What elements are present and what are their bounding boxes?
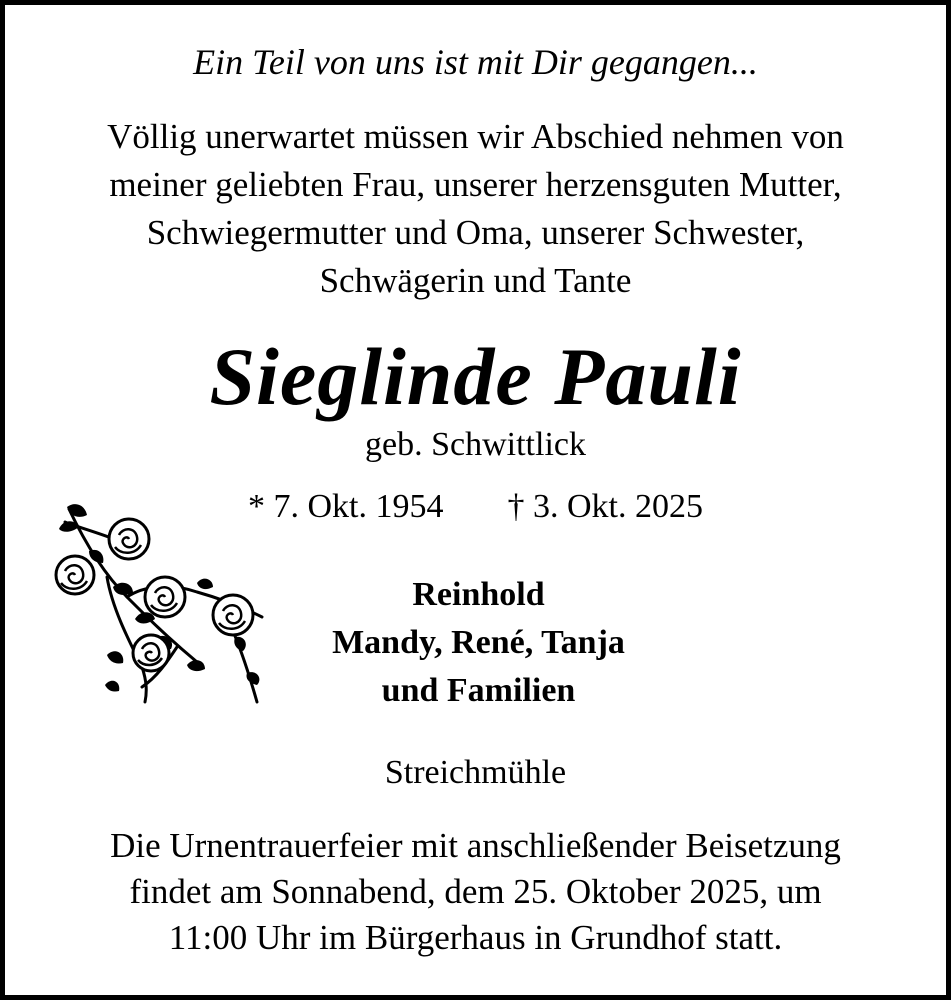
mourners xyxy=(8,571,949,715)
birth-name: geb. Schwittlick xyxy=(365,426,586,463)
mourner-line: und Familien xyxy=(381,672,576,709)
funeral-line: 11:00 Uhr im Bürgerhaus in Grundhof statt. xyxy=(168,918,783,957)
mourner-line: Mandy, René, Tanja xyxy=(332,624,625,661)
deceased-name: Sieglinde Pauli xyxy=(209,331,742,422)
intro-text xyxy=(5,113,946,305)
intro-line: Schwägerin und Tante xyxy=(319,261,632,300)
funeral-line: Die Urnentrauerfeier mit anschließender Beisetzung xyxy=(110,826,841,865)
intro-line: meiner geliebten Frau, unserer herzensguten Mutter, xyxy=(109,165,842,204)
intro-line: Völlig unerwartet müssen wir Abschied nehmen von xyxy=(107,117,844,156)
funeral-notice xyxy=(5,823,946,961)
mourner-line: Reinhold xyxy=(412,576,545,613)
birth-date: * 7. Okt. 1954 xyxy=(248,488,444,525)
funeral-line: findet am Sonnabend, dem 25. Oktober 2025, um xyxy=(129,872,822,911)
death-date: † 3. Okt. 2025 xyxy=(507,488,703,525)
place: Streichmühle xyxy=(384,754,567,791)
motto: Ein Teil von uns ist mit Dir gegangen... xyxy=(193,42,758,82)
intro-line: Schwiegermutter und Oma, unserer Schwester, xyxy=(146,213,805,252)
